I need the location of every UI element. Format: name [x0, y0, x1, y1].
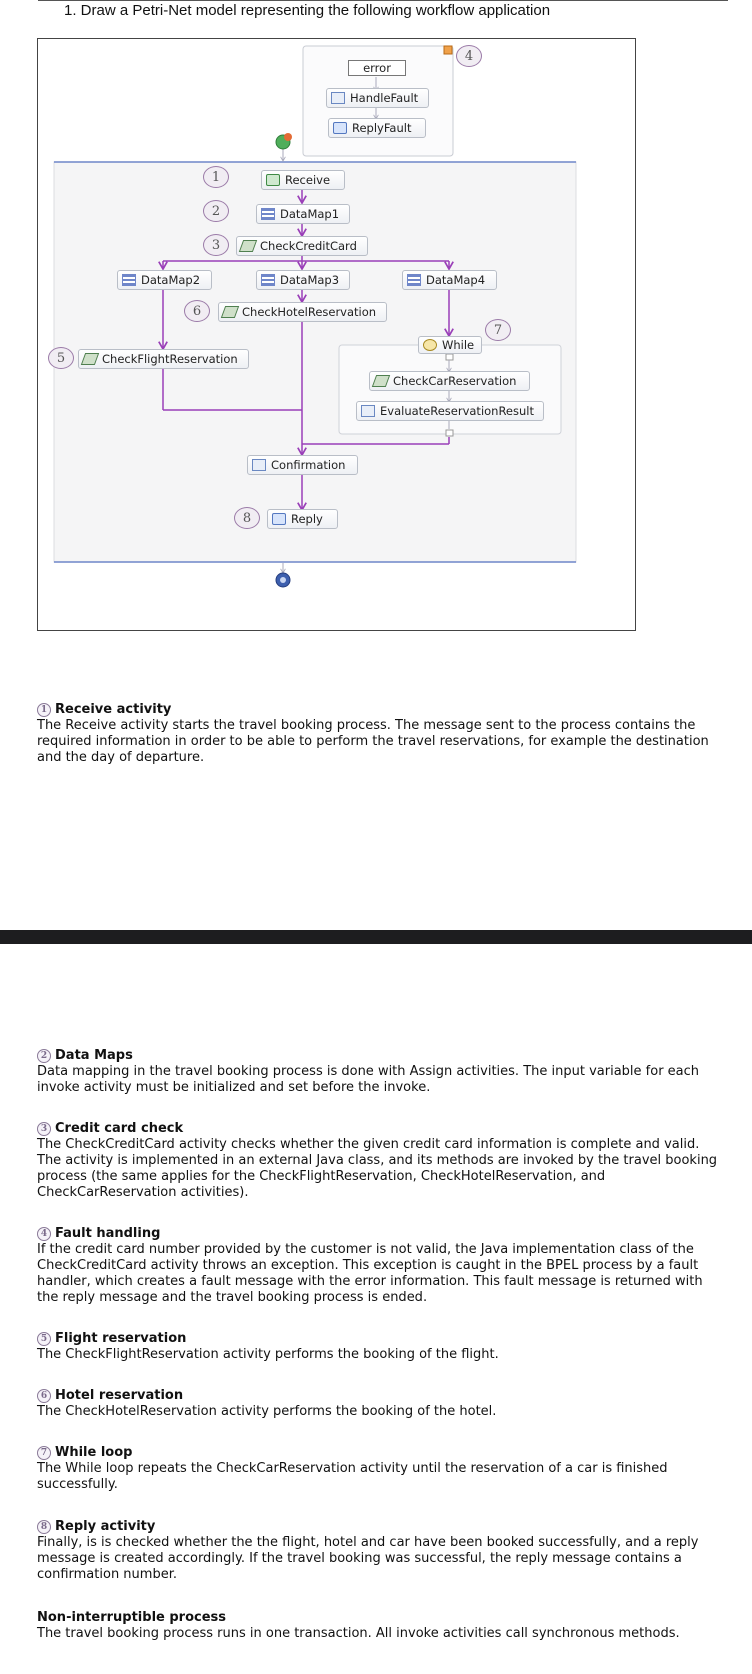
number-badge: 7: [37, 1446, 51, 1460]
section-title: Fault handling: [55, 1226, 161, 1241]
invoke-icon: [221, 306, 239, 318]
section-body: The CheckCreditCard activity checks whether the given credit card information is complete and valid. The activity is implemented in an external Java class, and its methods are invoked by the travel booking process (the same applies for the CheckFlightReservation, CheckHotelReservation, and CheckCarReservation activities).: [37, 1137, 718, 1200]
number-badge: 8: [37, 1520, 51, 1534]
section-flight-reservation: [37, 1331, 727, 1363]
section-non-interruptible-process: [37, 1610, 727, 1642]
while-loop-icon: [423, 339, 437, 351]
checkcarreservation-node[interactable]: CheckCarReservation: [369, 371, 530, 391]
gear-icon: [252, 459, 266, 471]
fault-marker-icon: [444, 46, 452, 54]
section-body: Finally, is is checked whether the the flight, hotel and car have been booked successfully, and a reply message is created accordingly. If the travel booking was successful, the reply message contains a confirmation number.: [37, 1535, 699, 1582]
section-body: The While loop repeats the CheckCarReservation activity until the reservation of a car is finished successfully.: [37, 1461, 668, 1492]
badge-5: 5: [48, 347, 74, 369]
reply-node[interactable]: Reply: [267, 509, 338, 529]
reply-fault-node[interactable]: ReplyFault: [328, 118, 426, 138]
section-title: Data Maps: [55, 1048, 133, 1063]
badge-3: 3: [203, 234, 229, 256]
section-body: The CheckHotelReservation activity performs the booking of the hotel.: [37, 1404, 497, 1419]
invoke-icon: [372, 375, 390, 387]
section-title: Receive activity: [55, 702, 172, 717]
number-badge: 4: [37, 1227, 51, 1241]
receive-arrow-icon: [266, 174, 280, 186]
section-body: The CheckFlightReservation activity performs the booking of the flight.: [37, 1347, 499, 1362]
section-title: Non-interruptible process: [37, 1610, 227, 1625]
reply-arrow-icon: [272, 513, 286, 525]
section-while-loop: [37, 1445, 727, 1493]
gear-icon: [331, 92, 345, 104]
invoke-icon: [239, 240, 257, 252]
error-marker-icon: [284, 133, 292, 141]
datamap-icon: [122, 274, 136, 286]
workflow-diagram: [37, 38, 636, 631]
section-fault-handling: [37, 1226, 727, 1306]
section-title: While loop: [55, 1445, 133, 1460]
number-badge: 3: [37, 1122, 51, 1136]
badge-4: 4: [456, 45, 482, 67]
section-title: Credit card check: [55, 1121, 184, 1136]
reply-arrow-icon: [333, 122, 347, 134]
section-data-maps: [37, 1048, 727, 1096]
badge-2: 2: [203, 200, 229, 222]
badge-7: 7: [485, 319, 511, 341]
checkflightreservation-node[interactable]: CheckFlightReservation: [78, 349, 249, 369]
number-badge: 2: [37, 1049, 51, 1063]
number-badge: 1: [37, 703, 51, 717]
confirmation-node[interactable]: Confirmation: [247, 455, 358, 475]
section-title: Reply activity: [55, 1519, 156, 1534]
datamap-icon: [261, 208, 275, 220]
section-title: Hotel reservation: [55, 1388, 184, 1403]
receive-node[interactable]: Receive: [261, 170, 345, 190]
badge-6: 6: [184, 300, 210, 322]
number-badge: 6: [37, 1389, 51, 1403]
handle-fault-node[interactable]: HandleFault: [326, 88, 429, 108]
while-node[interactable]: While: [418, 336, 482, 354]
checkcreditcard-node[interactable]: CheckCreditCard: [236, 236, 368, 256]
question-text: 1. Draw a Petri-Net model representing the following workflow application: [64, 2, 551, 19]
evaluatereservationresult-node[interactable]: EvaluateReservationResult: [356, 401, 544, 421]
section-receive-activity: [37, 702, 727, 766]
datamap-icon: [261, 274, 275, 286]
checkhotelreservation-node[interactable]: CheckHotelReservation: [218, 302, 387, 322]
number-badge: 5: [37, 1332, 51, 1346]
badge-1: 1: [203, 166, 229, 188]
datamap-icon: [407, 274, 421, 286]
invoke-icon: [81, 353, 99, 365]
page-break-bar: [0, 930, 752, 944]
datamap4-node[interactable]: DataMap4: [402, 270, 497, 290]
datamap2-node[interactable]: DataMap2: [117, 270, 212, 290]
section-body: Data mapping in the travel booking process is done with Assign activities. The input variable for each invoke activity must be initialized and set before the invoke.: [37, 1064, 700, 1095]
gear-icon: [361, 405, 375, 417]
section-title: Flight reservation: [55, 1331, 187, 1346]
datamap3-node[interactable]: DataMap3: [256, 270, 350, 290]
badge-8: 8: [234, 507, 260, 529]
top-rule: [38, 0, 728, 1]
section-hotel-reservation: [37, 1388, 727, 1420]
section-body: If the credit card number provided by the customer is not valid, the Java implementation class of the CheckCreditCard activity throws an exception. This exception is caught in the BPEL process by a fault handler, which creates a fault message with the error information. This fault message is returned with the reply message and the travel booking process is ended.: [37, 1242, 703, 1305]
datamap1-node[interactable]: DataMap1: [256, 204, 350, 224]
section-body: The travel booking process runs in one transaction. All invoke activities call synchronous methods.: [37, 1626, 680, 1641]
error-node[interactable]: error: [348, 60, 406, 76]
section-credit-card-check: [37, 1121, 727, 1201]
section-body: The Receive activity starts the travel booking process. The message sent to the process contains the required information in order to be able to perform the travel reservations, for example the destination and the day of departure.: [37, 718, 709, 765]
section-reply-activity: [37, 1519, 727, 1583]
